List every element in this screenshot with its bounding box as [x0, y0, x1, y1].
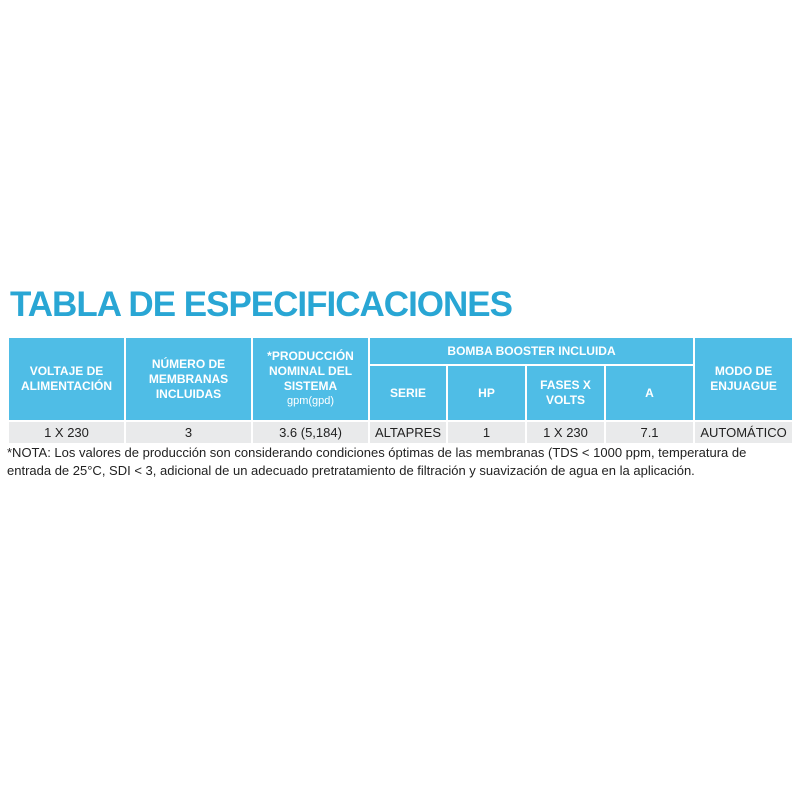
cell-voltaje: 1 X 230 — [8, 421, 125, 444]
footnote: *NOTA: Los valores de producción son considerando condiciones óptimas de las membranas (TDS < 1000 ppm, temperatura de entrada de 25°C, SDI < 3, adicional de un adecuado pretratamiento de filtración y suavización de agua en la aplicación. — [7, 445, 747, 478]
header-serie: SERIE — [369, 365, 447, 421]
header-produccion-unit: gpm(gpd) — [286, 395, 335, 407]
specifications-table — [7, 336, 794, 445]
header-bomba-group: BOMBA BOOSTER INCLUIDA — [369, 337, 694, 365]
cell-fases: 1 X 230 — [526, 421, 605, 444]
header-modo: MODO DE ENJUAGUE — [694, 337, 793, 421]
header-fases: FASES X VOLTS — [526, 365, 605, 421]
header-produccion — [252, 337, 369, 421]
cell-produccion: 3.6 (5,184) — [252, 421, 369, 444]
cell-a: 7.1 — [605, 421, 694, 444]
cell-modo: AUTOMÁTICO — [694, 421, 793, 444]
header-produccion-label: *PRODUCCIÓN NOMINAL DEL SISTEMA — [267, 349, 354, 393]
header-membranas: NÚMERO DE MEMBRANAS INCLUIDAS — [125, 337, 252, 421]
header-hp: HP — [447, 365, 526, 421]
page-title: TABLA DE ESPECIFICACIONES — [10, 285, 512, 324]
header-row-top — [8, 337, 793, 365]
header-a: A — [605, 365, 694, 421]
cell-membranas: 3 — [125, 421, 252, 444]
cell-serie: ALTAPRES — [369, 421, 447, 444]
cell-hp: 1 — [447, 421, 526, 444]
header-voltaje: VOLTAJE DE ALIMENTACIÓN — [8, 337, 125, 421]
table-row — [8, 421, 793, 444]
